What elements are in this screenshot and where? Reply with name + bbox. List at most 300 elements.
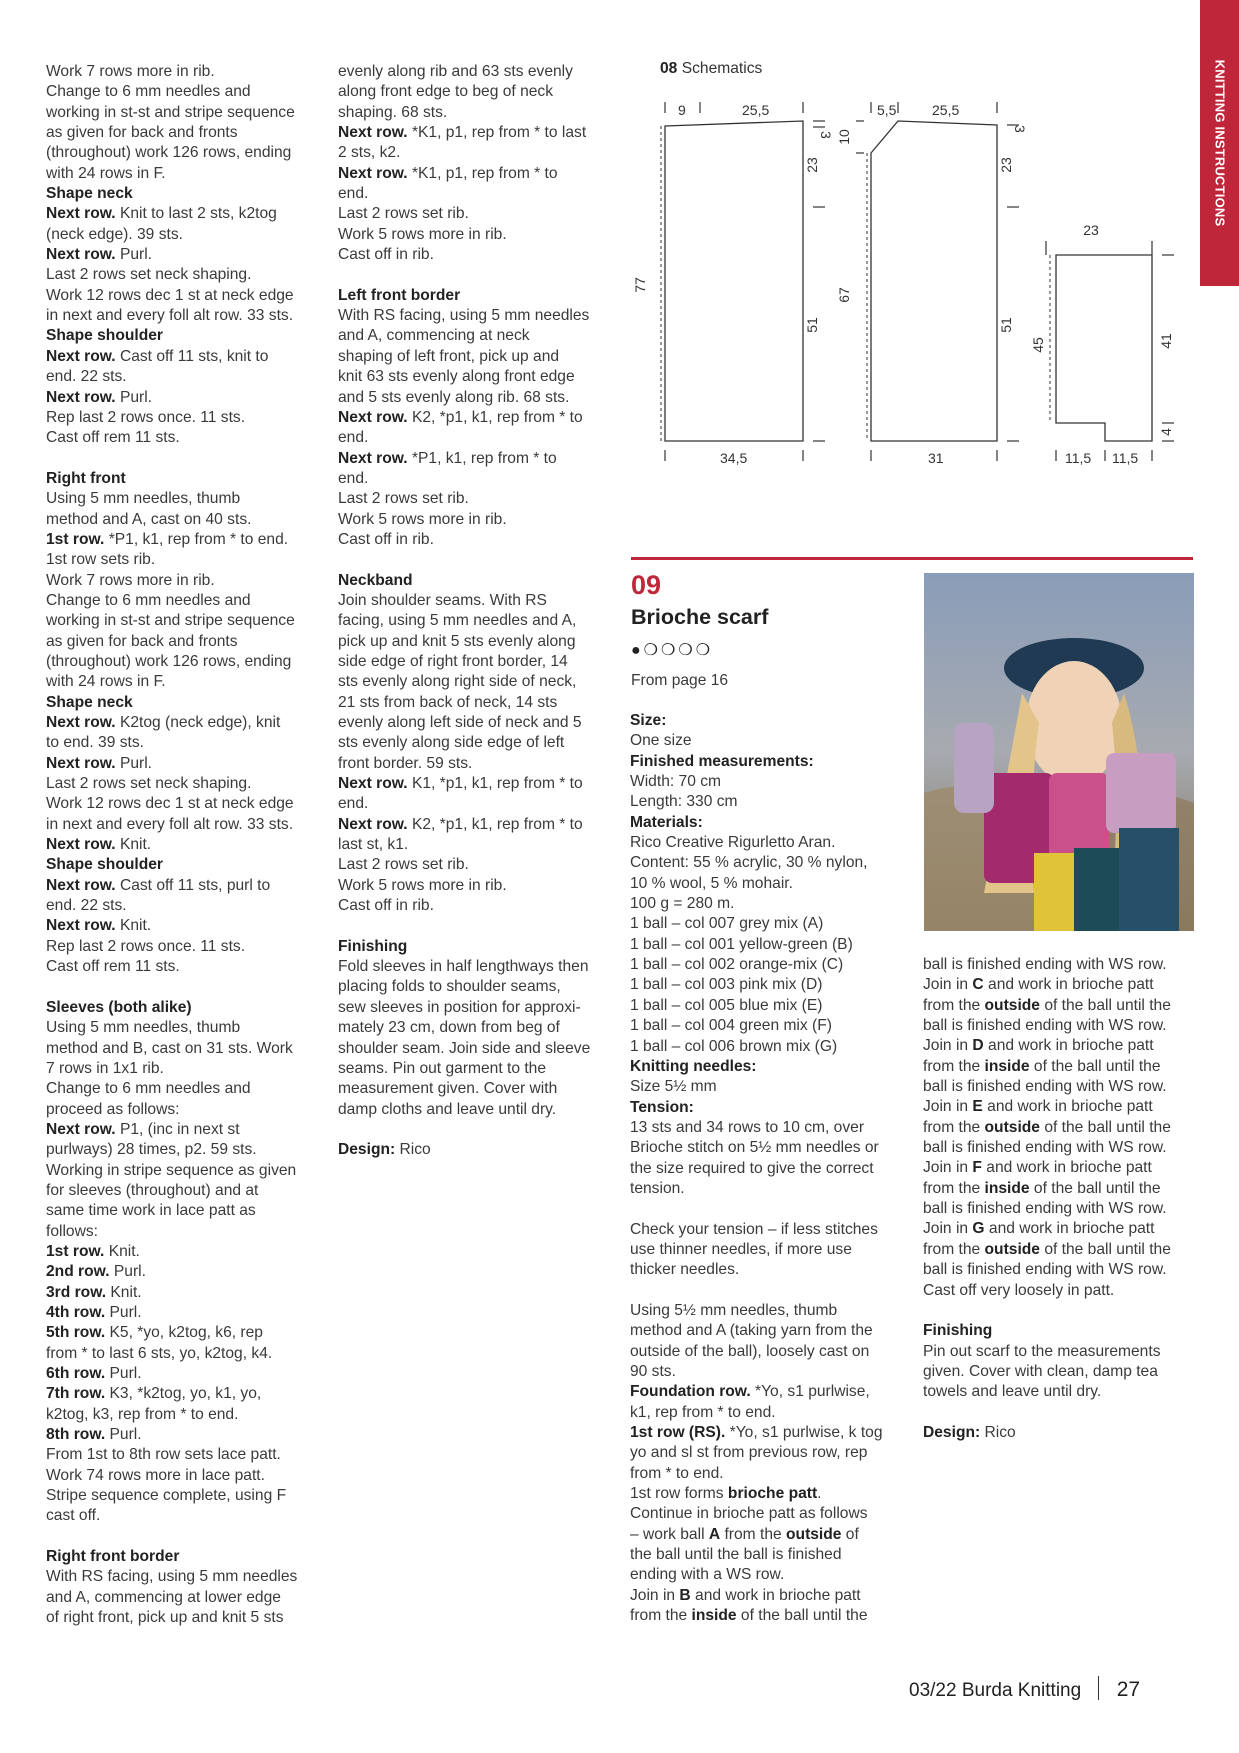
- text-line: placing folds to shoulder seams,: [338, 978, 561, 996]
- text-line: shaping of left front, pick up and: [338, 347, 560, 365]
- text-line: proceed as follows:: [46, 1100, 180, 1118]
- instruction-line: [46, 1384, 328, 1404]
- row-label: Next row.: [46, 246, 116, 264]
- text-line: 1 ball – col 006 brown mix (G): [630, 1037, 838, 1055]
- text-segment: of the ball until the: [1029, 1057, 1161, 1075]
- bold-text: G: [972, 1220, 985, 1238]
- text-line: Cast off in rib.: [338, 246, 434, 264]
- text-line: With RS facing, using 5 mm needles: [338, 307, 590, 325]
- text-line: (throughout) work 126 rows, ending: [46, 144, 292, 162]
- text-line: end. 22 sts.: [46, 897, 127, 915]
- text-segment: from the: [720, 1525, 787, 1543]
- text-line: end.: [338, 795, 369, 813]
- text-line: sts evenly along side edge of left: [338, 734, 565, 752]
- text-line: Using 5 mm needles, thumb: [46, 490, 241, 508]
- text-line: given. Cover with clean, damp tea: [923, 1362, 1158, 1380]
- row-text: K2, *p1, k1, rep from * to: [407, 408, 583, 426]
- text-line: and 5 sts evenly along rib. 68 sts.: [338, 388, 570, 406]
- row-text: *K1, p1, rep from * to: [407, 164, 558, 182]
- instruction-line: [338, 164, 621, 184]
- back-piece: [665, 121, 803, 441]
- instruction-line: [46, 1242, 328, 1262]
- text-line: 100 g = 280 m.: [630, 895, 735, 913]
- bold-text: E: [972, 1098, 983, 1116]
- section-heading: Shape neck: [46, 693, 133, 711]
- row-label: Next row.: [338, 449, 408, 467]
- text-line: Rep last 2 rows once. 11 sts.: [46, 937, 246, 955]
- text-line: purlways) 28 times, p2. 59 sts.: [46, 1141, 257, 1159]
- text-line: end.: [338, 185, 369, 203]
- row-text: Rico: [980, 1423, 1016, 1441]
- text-segment: of the ball until the: [1039, 996, 1171, 1014]
- text-line: measurement given. Cover with: [338, 1080, 558, 1098]
- instruction-line: [630, 1423, 906, 1443]
- text-line: knit 63 sts evenly along front edge: [338, 368, 575, 386]
- text-segment: from the: [923, 1057, 985, 1075]
- text-line: from * to last 6 sts, yo, k2tog, k4.: [46, 1344, 273, 1362]
- text-line: Last 2 rows set rib.: [338, 205, 469, 223]
- text-line: method and B, cast on 31 sts. Work: [46, 1039, 293, 1057]
- text-line: [923, 975, 1198, 995]
- text-line: Work 5 rows more in rib.: [338, 510, 507, 528]
- text-line: Last 2 rows set rib.: [338, 856, 469, 874]
- text-line: use thinner needles, if more use: [630, 1240, 852, 1258]
- bold-text: outside: [984, 996, 1040, 1014]
- text-line: end.: [338, 469, 369, 487]
- sleeve-bottom-left: 11,5: [1065, 450, 1092, 466]
- text-line: follows:: [46, 1222, 98, 1240]
- text-line: Cast off very loosely in patt.: [923, 1281, 1115, 1299]
- section-heading: Finishing: [338, 937, 408, 955]
- text-line: Check your tension – if less stitches: [630, 1220, 878, 1238]
- text-line: working in st-st and stripe sequence: [46, 612, 295, 630]
- text-line: [923, 1179, 1198, 1199]
- sleeve-length-right: 41: [1158, 333, 1174, 349]
- row-label: 4th row.: [46, 1303, 106, 1321]
- text-line: [923, 1158, 1198, 1178]
- text-line: [630, 1525, 906, 1545]
- front-shoulder-width: 25,5: [932, 102, 960, 118]
- row-text: Rico: [395, 1141, 431, 1159]
- text-segment: of: [841, 1525, 859, 1543]
- section-heading: Neckband: [338, 571, 413, 589]
- row-label: Next row.: [46, 836, 116, 854]
- text-line: pick up and knit 5 sts evenly along: [338, 632, 576, 650]
- instruction-line: [46, 1262, 328, 1282]
- text-line: Working in stripe sequence as given: [46, 1161, 297, 1179]
- front-shoulder-drop: 3: [1012, 125, 1028, 133]
- instruction-line: [46, 916, 328, 936]
- row-label: Next row.: [338, 124, 408, 142]
- text-line: Width: 70 cm: [630, 773, 721, 791]
- text-segment: Join in: [923, 1159, 973, 1177]
- text-line: (throughout) work 126 rows, ending: [46, 652, 292, 670]
- text-line: last st, k1.: [338, 836, 409, 854]
- instruction-line: [46, 530, 328, 550]
- section-heading: Size:: [630, 712, 667, 729]
- bold-text: B: [679, 1586, 691, 1604]
- row-text: Cast off 11 sts, purl to: [115, 876, 271, 894]
- row-label: Next row.: [46, 714, 116, 731]
- difficulty-rating: ●❍❍❍❍: [631, 642, 714, 659]
- instruction-line: [46, 713, 328, 733]
- text-line: to end. 39 sts.: [46, 734, 144, 752]
- instruction-line: [46, 347, 328, 367]
- text-segment: of the ball until the: [736, 1607, 868, 1625]
- bold-text: F: [972, 1159, 982, 1177]
- paragraph-gap: [630, 1199, 906, 1219]
- text-line: Join shoulder seams. With RS: [338, 591, 547, 609]
- text-line: damp cloths and leave until dry.: [338, 1100, 557, 1118]
- paragraph-gap: [630, 1281, 906, 1301]
- text-segment: Join in: [923, 1037, 973, 1055]
- text-segment: and work in brioche patt: [983, 1037, 1154, 1055]
- text-line: Rico Creative Rigurletto Aran.: [630, 834, 836, 852]
- text-line: Brioche stitch on 5½ mm needles or: [630, 1139, 879, 1157]
- row-text: K3, *k2tog, yo, k1, yo,: [105, 1385, 262, 1403]
- row-text: *Yo, s1 purlwise,: [750, 1383, 870, 1401]
- row-label: Next row.: [46, 754, 116, 772]
- text-segment: of the ball until the: [1039, 1118, 1171, 1136]
- row-label: Next row.: [46, 205, 116, 223]
- text-line: 1st row sets rib.: [46, 551, 156, 569]
- text-line: seams. Pin out garment to the: [338, 1059, 547, 1077]
- row-label: Next row.: [338, 164, 408, 182]
- column-2: [338, 62, 621, 1161]
- magazine-name: Burda Knitting: [961, 1680, 1082, 1701]
- text-segment: from the: [923, 996, 985, 1014]
- text-line: [923, 996, 1198, 1016]
- row-label: Next row.: [338, 815, 408, 833]
- text-segment: and work in brioche patt: [982, 1098, 1153, 1116]
- instruction-line: [46, 1323, 328, 1343]
- scarf-photo: [924, 573, 1194, 931]
- instruction-line: [630, 1382, 906, 1402]
- row-text: Purl.: [105, 1426, 142, 1444]
- row-text: Knit.: [104, 1242, 140, 1260]
- row-label: 1st row (RS).: [630, 1424, 726, 1442]
- section-heading: Left front border: [338, 286, 461, 304]
- instruction-line: [46, 876, 328, 896]
- row-label: 8th row.: [46, 1426, 106, 1444]
- text-line: 21 sts from back of neck, 14 sts: [338, 693, 558, 711]
- text-line: with 24 rows in F.: [46, 164, 166, 182]
- row-label: Next row.: [338, 408, 408, 426]
- row-text: Knit.: [115, 836, 152, 854]
- text-line: end.: [338, 429, 369, 447]
- row-text: K5, *yo, k2tog, k6, rep: [105, 1324, 263, 1342]
- row-text: *P1, k1, rep from * to end.: [104, 530, 289, 548]
- row-label: 1st row.: [46, 1242, 105, 1260]
- bold-text: inside: [984, 1179, 1030, 1197]
- paragraph-gap: [46, 1527, 328, 1547]
- row-text: Purl.: [115, 246, 153, 264]
- instruction-line: [46, 388, 328, 408]
- text-line: Change to 6 mm needles and: [46, 591, 251, 609]
- instruction-line: [338, 123, 621, 143]
- text-line: for sleeves (throughout) and at: [46, 1181, 259, 1199]
- column-1: [46, 62, 328, 1628]
- text-line: Stripe sequence complete, using F: [46, 1487, 287, 1505]
- section-heading: Tension:: [630, 1098, 694, 1116]
- text-line: thicker needles.: [630, 1261, 740, 1279]
- text-line: ending with a WS row.: [630, 1566, 785, 1584]
- text-line: (neck edge). 39 sts.: [46, 225, 183, 243]
- text-line: 13 sts and 34 rows to 10 cm, over: [630, 1118, 865, 1136]
- text-line: ball is finished ending with WS row.: [923, 1200, 1167, 1218]
- text-line: 1 ball – col 004 green mix (F): [630, 1017, 832, 1035]
- text-line: as given for back and fronts: [46, 124, 238, 142]
- row-label: Next row.: [46, 876, 116, 894]
- row-text: Knit to last 2 sts, k2tog: [115, 205, 277, 223]
- text-line: Length: 330 cm: [630, 793, 738, 811]
- text-line: Last 2 rows set neck shaping.: [46, 775, 252, 793]
- text-line: from * to end.: [630, 1464, 724, 1482]
- text-line: Cast off rem 11 sts.: [46, 429, 180, 447]
- text-line: shaping. 68 sts.: [338, 103, 448, 121]
- text-line: Last 2 rows set rib.: [338, 490, 469, 508]
- text-line: facing, using 5 mm needles and A,: [338, 612, 577, 630]
- text-line: With RS facing, using 5 mm needles: [46, 1568, 298, 1586]
- from-page: From page 16: [631, 672, 729, 689]
- text-line: outside of the ball), loosely cast on: [630, 1342, 870, 1360]
- row-label: Next row.: [338, 775, 408, 793]
- row-label: 5th row.: [46, 1324, 106, 1342]
- back-shoulder-width: 25,5: [742, 102, 770, 118]
- row-text: Purl.: [105, 1365, 142, 1382]
- sleeve-cuff: 4: [1158, 428, 1174, 436]
- page-number: 27: [1116, 1678, 1141, 1701]
- back-length: 77: [632, 277, 648, 293]
- pattern-title: Brioche scarf: [631, 605, 769, 629]
- row-text: Purl.: [109, 1263, 146, 1281]
- schematics-diagram: [625, 85, 1180, 475]
- instruction-line: [46, 754, 328, 774]
- bold-text: inside: [984, 1057, 1030, 1075]
- text-line: ball is finished ending with WS row.: [923, 1078, 1167, 1096]
- row-text: *Yo, s1 purlwise, k tog: [725, 1424, 883, 1442]
- section-tab: KNITTING INSTRUCTIONS: [1200, 0, 1239, 286]
- back-bottom-width: 34,5: [720, 450, 748, 466]
- front-neck-width: 5,5: [877, 102, 897, 118]
- paragraph-gap: [338, 550, 621, 570]
- instruction-line: [338, 815, 621, 835]
- paragraph-gap: [923, 1301, 1198, 1321]
- text-line: of right front, pick up and knit 5 sts: [46, 1609, 284, 1627]
- section-heading: Right front border: [46, 1548, 180, 1566]
- text-segment: of the ball until the: [1039, 1240, 1171, 1258]
- text-segment: and work in brioche patt: [983, 976, 1154, 994]
- row-text: Knit.: [106, 1283, 142, 1301]
- text-line: Work 5 rows more in rib.: [338, 225, 507, 243]
- text-line: ball is finished ending with WS row.: [923, 1017, 1167, 1035]
- column-4: [923, 955, 1198, 1443]
- front-neck-depth: 10: [836, 129, 852, 145]
- text-line: evenly along left side of neck and 5: [338, 714, 582, 731]
- text-line: Cast off rem 11 sts.: [46, 958, 180, 976]
- text-line: Continue in brioche patt as follows: [630, 1505, 868, 1523]
- bold-text: outside: [984, 1240, 1040, 1258]
- text-line: Content: 55 % acrylic, 30 % nylon,: [630, 854, 868, 872]
- section-heading: Finished measurements:: [630, 752, 814, 770]
- text-line: method and A (taking yarn from the: [630, 1322, 873, 1340]
- text-line: Work 74 rows more in lace patt.: [46, 1466, 265, 1484]
- text-line: Work 7 rows more in rib.: [46, 571, 215, 589]
- text-line: cast off.: [46, 1507, 101, 1525]
- instruction-line: [338, 449, 621, 469]
- text-line: Last 2 rows set neck shaping.: [46, 266, 252, 284]
- instruction-line: [338, 1140, 621, 1160]
- paragraph-gap: [923, 1403, 1198, 1423]
- bold-text: outside: [984, 1118, 1040, 1136]
- front-bottom-width: 31: [928, 450, 944, 466]
- text-segment: from the: [923, 1179, 985, 1197]
- bold-text: outside: [786, 1525, 842, 1543]
- text-line: [923, 1118, 1198, 1138]
- text-line: 10 % wool, 5 % mohair.: [630, 874, 793, 892]
- text-segment: and work in brioche patt: [690, 1586, 861, 1604]
- front-side: 51: [998, 317, 1014, 333]
- text-line: Pin out scarf to the measurements: [923, 1342, 1161, 1360]
- text-line: method and A, cast on 40 sts.: [46, 510, 252, 528]
- text-line: Work 5 rows more in rib.: [338, 876, 507, 894]
- text-line: Change to 6 mm needles and: [46, 1080, 251, 1098]
- instruction-line: [338, 408, 621, 428]
- front-armhole: 23: [998, 157, 1014, 173]
- paragraph-gap: [338, 1120, 621, 1140]
- back-side: 51: [804, 317, 820, 333]
- text-line: Cast off in rib.: [338, 897, 434, 915]
- section-heading: Finishing: [923, 1322, 993, 1340]
- text-line: front border. 59 sts.: [338, 754, 473, 772]
- section-heading: Knitting needles:: [630, 1057, 757, 1075]
- section-heading: Shape neck: [46, 185, 133, 203]
- text-line: towels and leave until dry.: [923, 1383, 1102, 1401]
- row-label: 2nd row.: [46, 1263, 110, 1281]
- row-label: Foundation row.: [630, 1383, 751, 1401]
- text-line: Size 5½ mm: [630, 1078, 717, 1096]
- text-line: [630, 1606, 906, 1626]
- front-piece: [871, 121, 997, 441]
- text-line: Rep last 2 rows once. 11 sts.: [46, 408, 246, 426]
- text-line: with 24 rows in F.: [46, 673, 166, 691]
- text-line: k1, rep from * to end.: [630, 1403, 776, 1421]
- text-segment: Join in: [923, 1098, 973, 1116]
- text-line: One size: [630, 732, 692, 750]
- back-shoulder-drop: 3: [818, 131, 834, 139]
- text-line: Work 7 rows more in rib.: [46, 63, 215, 80]
- row-label: Next row.: [46, 347, 116, 365]
- row-text: Cast off 11 sts, knit to: [115, 347, 269, 365]
- text-line: 1 ball – col 002 orange-mix (C): [630, 956, 844, 974]
- text-line: tension.: [630, 1179, 685, 1197]
- paragraph-gap: [338, 265, 621, 285]
- text-line: k2tog, k3, rep from * to end.: [46, 1405, 239, 1423]
- text-line: as given for back and fronts: [46, 632, 238, 650]
- instruction-line: [46, 1425, 328, 1445]
- row-text: Purl.: [115, 388, 153, 406]
- row-text: *K1, p1, rep from * to last: [407, 124, 587, 142]
- bold-text: inside: [691, 1607, 737, 1625]
- text-line: mately 23 cm, down from beg of: [338, 1019, 560, 1037]
- instruction-line: [46, 1120, 328, 1140]
- text-line: Using 5 mm needles, thumb: [46, 1019, 241, 1037]
- section-heading: Right front: [46, 469, 126, 487]
- row-label: Design:: [338, 1141, 396, 1159]
- section-heading: Shape shoulder: [46, 327, 163, 345]
- text-line: ball is finished ending with WS row.: [923, 956, 1167, 973]
- row-text: Purl.: [115, 754, 153, 772]
- text-line: Work 12 rows dec 1 st at neck edge: [46, 286, 294, 304]
- text-line: in next and every foll alt row. 33 sts.: [46, 307, 294, 325]
- section-divider: [631, 557, 1193, 560]
- section-heading: Shape shoulder: [46, 856, 163, 874]
- text-line: [923, 1036, 1198, 1056]
- row-text: K2, *p1, k1, rep from * to: [407, 815, 583, 833]
- text-line: sew sleeves in position for approxi-: [338, 998, 581, 1016]
- text-line: 1 ball – col 001 yellow-green (B): [630, 935, 853, 953]
- footer-divider: [1098, 1676, 1099, 1700]
- instruction-line: [46, 1364, 328, 1384]
- text-line: 90 sts.: [630, 1363, 676, 1380]
- text-segment: from the: [923, 1240, 985, 1258]
- row-text: Knit.: [115, 917, 152, 935]
- text-segment: from the: [630, 1607, 692, 1625]
- text-line: ball is finished ending with WS row.: [923, 1139, 1167, 1157]
- text-line: 1 ball – col 007 grey mix (A): [630, 915, 824, 933]
- instruction-line: [338, 774, 621, 794]
- paragraph-gap: [46, 977, 328, 997]
- text-line: in next and every foll alt row. 33 sts.: [46, 815, 294, 833]
- text-line: yo and sl st from previous row, rep: [630, 1444, 868, 1462]
- paragraph-gap: [338, 916, 621, 936]
- text-line: Using 5½ mm needles, thumb: [630, 1301, 838, 1319]
- text-line: evenly along rib and 63 sts evenly: [338, 63, 573, 80]
- text-line: and A, commencing at neck: [338, 327, 530, 345]
- row-text: *P1, k1, rep from * to: [407, 449, 557, 467]
- issue-label: 03/22: [909, 1680, 957, 1701]
- instruction-line: [46, 835, 328, 855]
- text-line: Cast off in rib.: [338, 530, 434, 548]
- text-line: [630, 1484, 906, 1504]
- text-line: [923, 1097, 1198, 1117]
- row-label: 7th row.: [46, 1385, 106, 1403]
- text-line: [923, 1057, 1198, 1077]
- text-line: ball is finished ending with WS row.: [923, 1261, 1167, 1279]
- text-segment: and work in brioche patt: [981, 1159, 1152, 1177]
- sleeve-length-left: 45: [1030, 337, 1046, 353]
- text-line: Work 12 rows dec 1 st at neck edge: [46, 795, 294, 813]
- instruction-line: [46, 204, 328, 224]
- row-text: K1, *p1, k1, rep from * to: [407, 775, 583, 793]
- row-label: Next row.: [46, 388, 116, 406]
- bold-text: A: [708, 1525, 721, 1543]
- text-line: [630, 1586, 906, 1606]
- page-footer: [909, 1676, 1140, 1702]
- text-line: along front edge to beg of neck: [338, 83, 554, 101]
- bold-text: brioche patt: [727, 1485, 818, 1503]
- column-3: [630, 711, 906, 1626]
- text-line: working in st-st and stripe sequence: [46, 103, 295, 121]
- row-label: Next row.: [46, 917, 116, 935]
- text-line: sts evenly along right side of neck,: [338, 673, 577, 691]
- row-label: Design:: [923, 1423, 981, 1441]
- text-segment: Join in: [630, 1586, 680, 1604]
- text-line: Change to 6 mm needles and: [46, 83, 251, 101]
- text-segment: – work ball: [630, 1525, 709, 1543]
- row-label: 3rd row.: [46, 1283, 107, 1301]
- text-segment: .: [817, 1485, 822, 1503]
